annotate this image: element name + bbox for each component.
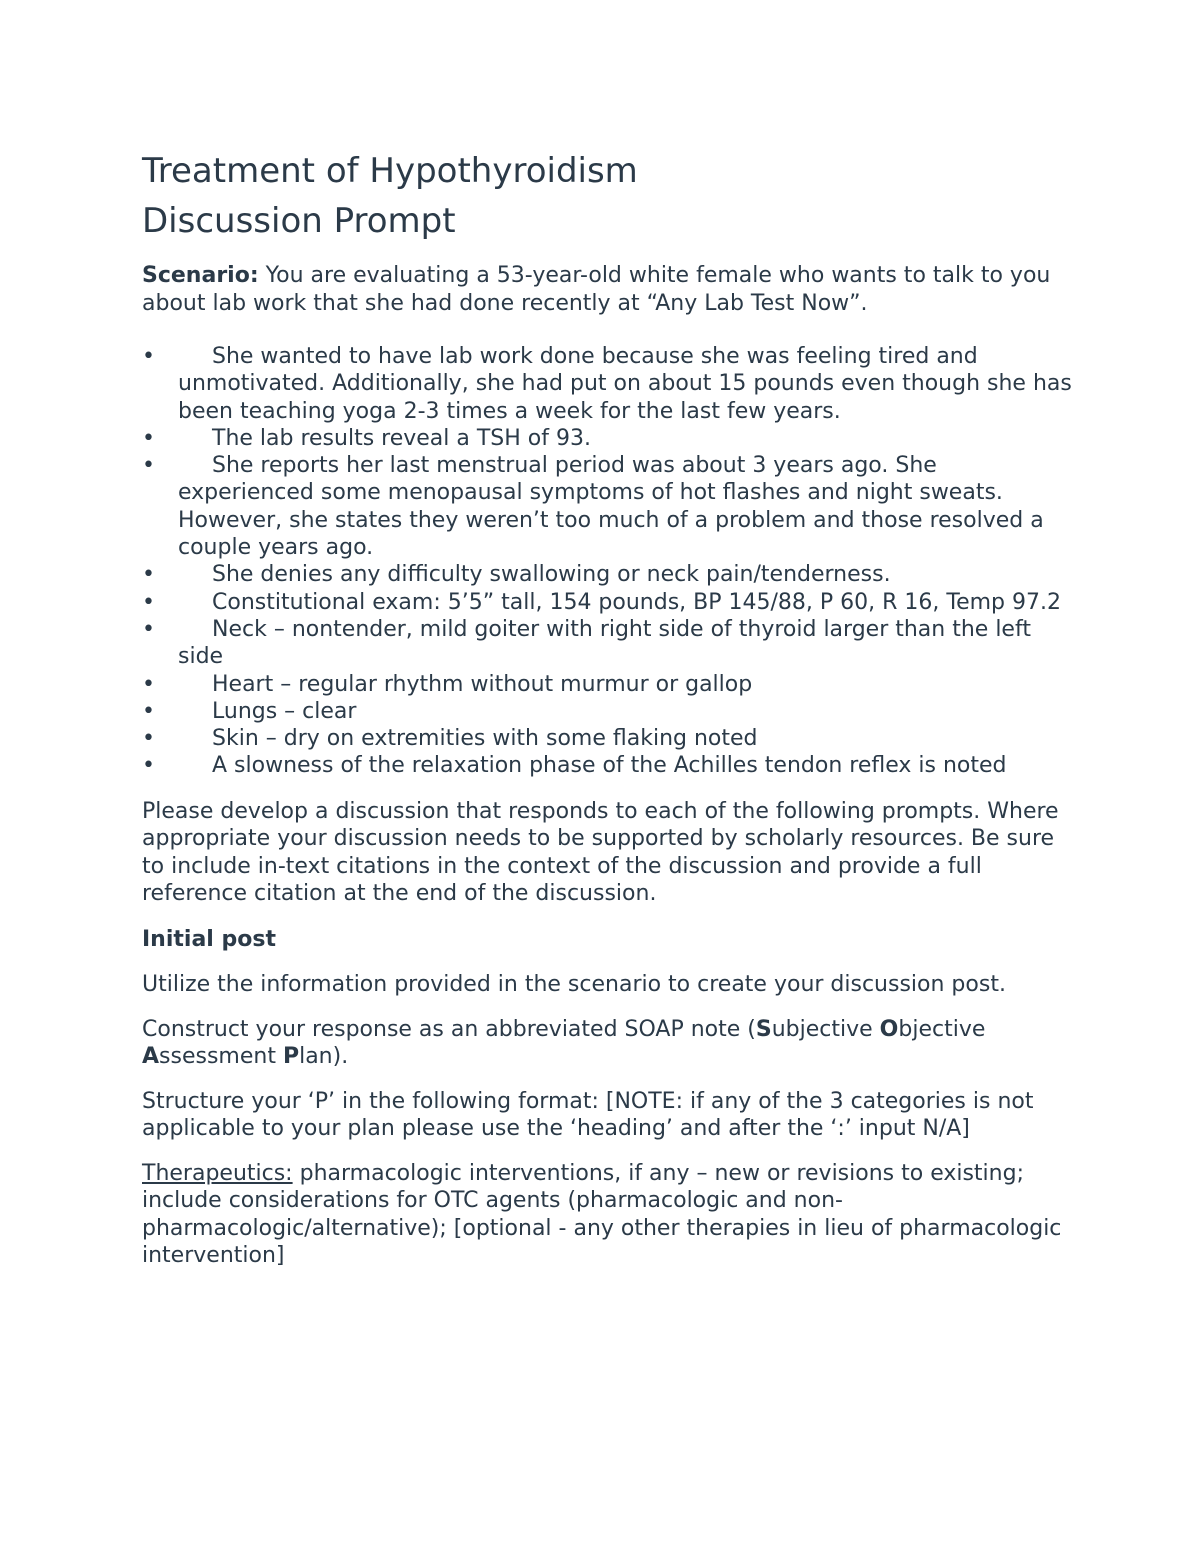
list-item: • Heart – regular rhythm without murmur or gallop [142,671,753,697]
document-title: Treatment of Hypothyroidism [142,151,638,191]
instructions-paragraph: Please develop a discussion that responds to each of the following prompts. Where appropriate your discussion needs to be supported by scholarly resources. Be sure to include in-text citations in the context of the discussion and provide a full reference citation at the end of the discussion. [142,798,1059,907]
bullet-icon: • [142,589,155,615]
list-item: • Neck – nontender, mild goiter with right side of thyroid larger than the left side [142,616,1031,670]
bullet-icon: • [142,453,155,479]
list-item: • Skin – dry on extremities with some flaking noted [142,726,758,752]
bullet-icon: • [142,425,155,451]
bullet-icon: • [142,616,155,642]
scenario-findings-list [142,343,1072,780]
bullet-icon: • [142,726,155,752]
bullet-icon: • [142,344,155,369]
list-item: • She reports her last menstrual period was about 3 years ago. She experienced some menopausal symptoms of hot flashes and night sweats. However, she states they weren’t too much of a problem and those resolved a couple years ago. [142,453,1044,561]
therapeutics-text: pharmacologic interventions, if any – new or revisions to existing; include considerations for OTC agents (pharmacologic and non-pharmacologic/alternative); [optional - any other therapies in lieu of pharmacologic intervention] [142,1160,1062,1269]
scenario-text: You are evaluating a 53-year-old white female who wants to talk to you about lab work that she had done recently at “Any Lab Test Now”. [142,263,1051,316]
list-item: • Constitutional exam: 5’5” tall, 154 pounds, BP 145/88, P 60, R 16, Temp 97.2 [142,589,1061,615]
bullet-icon: • [142,671,155,697]
list-item: • The lab results reveal a TSH of 93. [142,425,591,451]
list-item: • A slowness of the relaxation phase of the Achilles tendon reflex is noted [142,753,1007,779]
bullet-icon: • [142,698,155,724]
list-item: • She denies any difficulty swallowing or neck pain/tenderness. [142,562,891,588]
list-item: • Lungs – clear [142,698,357,724]
document-page [142,146,1072,1270]
initial-post-heading: Initial post [142,926,276,952]
bullet-icon: • [142,562,155,588]
list-item: • She wanted to have lab work done because she was feeling tired and unmotivated. Additionally, she had put on about 15 pounds even though she has been teaching yoga 2-3 times a week for the last few years. [142,344,1072,424]
soap-paragraph: Construct your response as an abbreviated SOAP note (Subjective Objective Assessment Plan). [142,1016,986,1070]
utilize-paragraph: Utilize the information provided in the scenario to create your discussion post. [142,972,1006,998]
therapeutics-paragraph [142,1160,1072,1270]
structure-paragraph: Structure your ‘P’ in the following format: [NOTE: if any of the 3 categories is not applicable to your plan please use the ‘heading’ and after the ‘:’ input N/A] [142,1088,1034,1142]
therapeutics-label: Therapeutics: [142,1160,293,1186]
scenario-label: Scenario: [142,263,259,288]
document-subtitle: Discussion Prompt [142,201,456,241]
scenario-paragraph [142,262,1072,317]
bullet-icon: • [142,753,155,779]
